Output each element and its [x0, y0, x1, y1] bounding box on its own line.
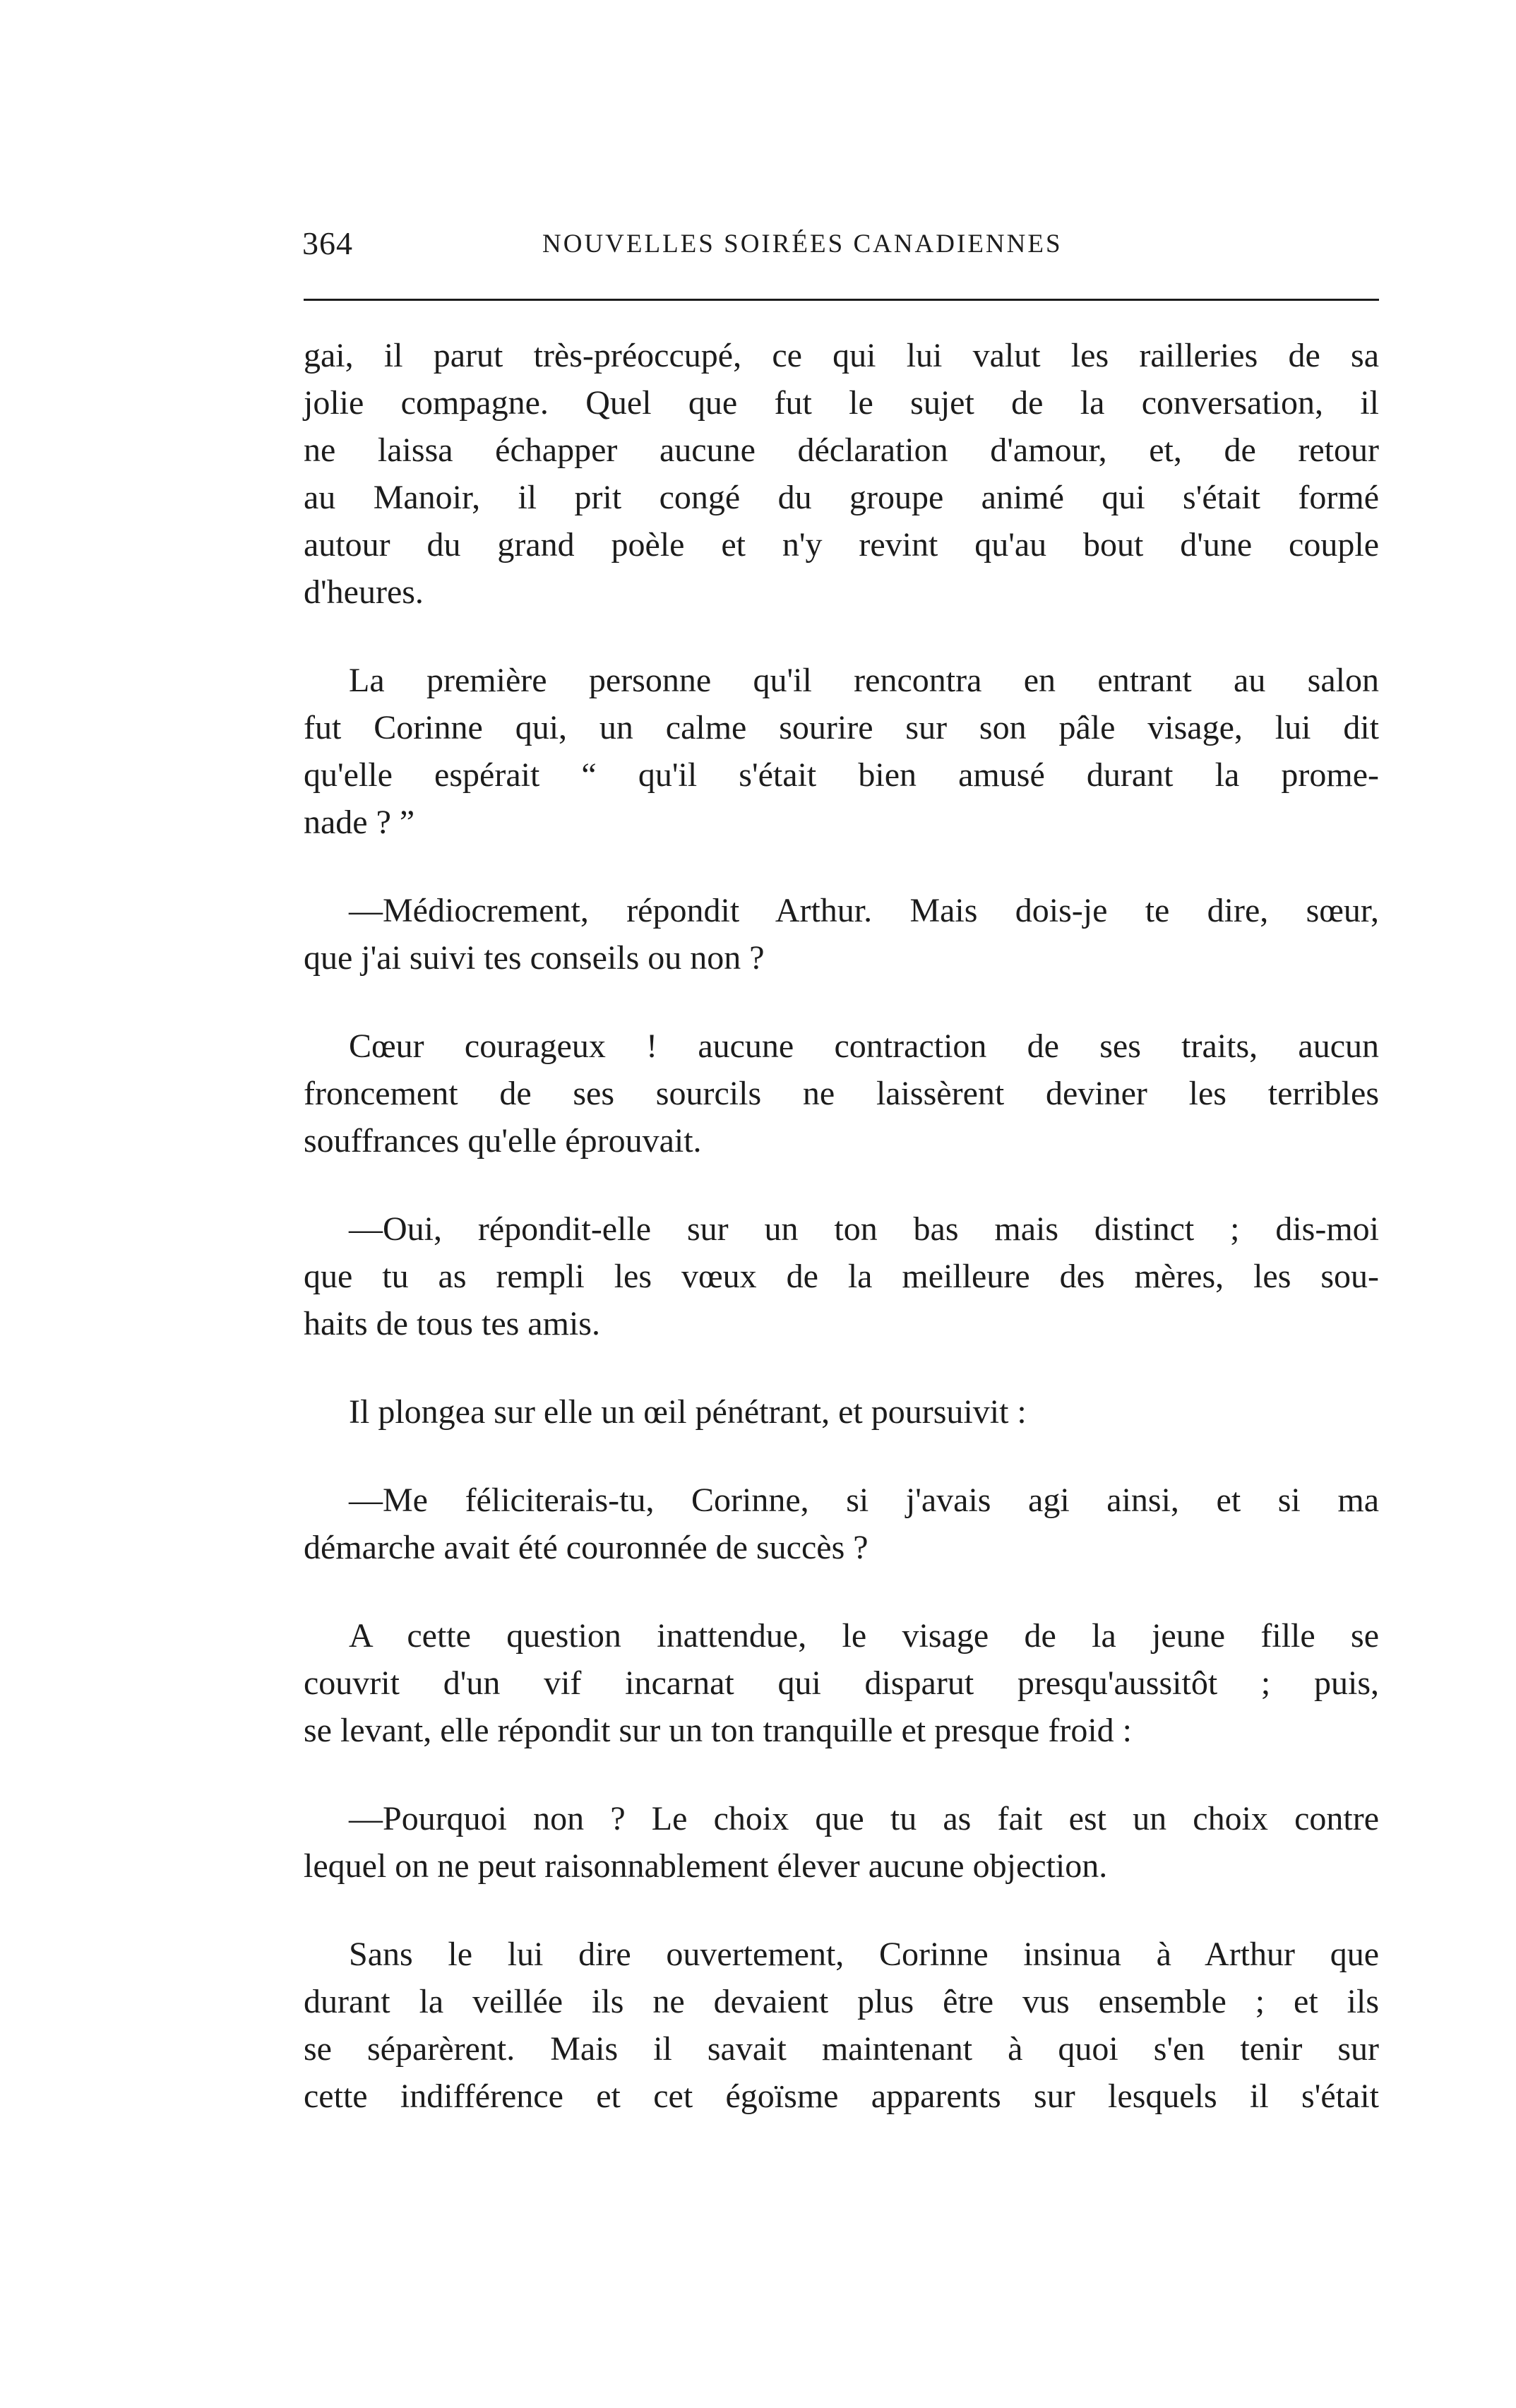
text-line: —Oui, répondit-elle sur un ton bas mais distinct ; dis-moi: [349, 1210, 1379, 1248]
paragraph: [304, 1931, 1379, 2120]
text-line: démarche avait été couronnée de succès ?: [304, 1529, 869, 1566]
paragraph: [304, 1388, 1379, 1436]
header-rule: [304, 299, 1379, 301]
text-line: que tu as rempli les vœux de la meilleure des mères, les sou-: [304, 1258, 1379, 1295]
text-line: Il plongea sur elle un œil pénétrant, et poursuivit :: [349, 1393, 1027, 1431]
text-line: cette indifférence et cet égoïsme apparents sur lesquels il s'était: [304, 2078, 1379, 2115]
text-line: lequel on ne peut raisonnablement élever aucune objection.: [304, 1847, 1108, 1885]
text-line: —Médiocrement, répondit Arthur. Mais dois-je te dire, sœur,: [349, 892, 1379, 929]
text-line: froncement de ses sourcils ne laissèrent deviner les terribles: [304, 1075, 1379, 1112]
text-line: couvrit d'un vif incarnat qui disparut presqu'aussitôt ; puis,: [304, 1664, 1379, 1702]
paragraph: [304, 1795, 1379, 1890]
text-line: ne laissa échapper aucune déclaration d'amour, et, de retour: [304, 431, 1379, 469]
text-line: gai, il parut très-préoccupé, ce qui lui valut les railleries de sa: [304, 337, 1379, 374]
paragraph: [304, 1477, 1379, 1571]
paragraph: [304, 1023, 1379, 1164]
text-line: que j'ai suivi tes conseils ou non ?: [304, 939, 765, 977]
paragraph: [304, 657, 1379, 846]
paragraph: [304, 1612, 1379, 1754]
paragraph: [304, 887, 1379, 982]
text-line: nade ? ”: [304, 804, 415, 841]
text-line: d'heures.: [304, 573, 424, 611]
text-line: Sans le lui dire ouvertement, Corinne insinua à Arthur que: [349, 1936, 1379, 1973]
body-text: [304, 332, 1379, 2161]
text-line: Cœur courageux ! aucune contraction de ses traits, aucun: [349, 1027, 1379, 1065]
text-line: jolie compagne. Quel que fut le sujet de la conversation, il: [304, 384, 1379, 422]
text-line: —Pourquoi non ? Le choix que tu as fait est un choix contre: [349, 1800, 1379, 1837]
page-header: [302, 225, 1379, 267]
text-line: durant la veillée ils ne devaient plus être vus ensemble ; et ils: [304, 1983, 1379, 2020]
text-line: qu'elle espérait “ qu'il s'était bien amusé durant la prome-: [304, 756, 1379, 794]
text-line: A cette question inattendue, le visage de la jeune fille se: [349, 1617, 1379, 1655]
paragraph: [304, 332, 1379, 616]
text-line: se séparèrent. Mais il savait maintenant à quoi s'en tenir sur: [304, 2030, 1379, 2068]
text-line: souffrances qu'elle éprouvait.: [304, 1122, 702, 1160]
text-line: haits de tous tes amis.: [304, 1305, 600, 1342]
page-number: 364: [302, 225, 353, 261]
text-line: au Manoir, il prit congé du groupe animé qui s'était formé: [304, 479, 1379, 516]
text-line: —Me féliciterais-tu, Corinne, si j'avais agi ainsi, et si ma: [349, 1482, 1379, 1519]
running-title: NOUVELLES SOIRÉES CANADIENNES: [542, 230, 1063, 258]
paragraph: [304, 1205, 1379, 1347]
text-line: fut Corinne qui, un calme sourire sur son pâle visage, lui dit: [304, 709, 1379, 746]
text-line: autour du grand poèle et n'y revint qu'au bout d'une couple: [304, 526, 1379, 564]
text-line: La première personne qu'il rencontra en entrant au salon: [349, 662, 1379, 699]
text-line: se levant, elle répondit sur un ton tranquille et presque froid :: [304, 1712, 1132, 1749]
